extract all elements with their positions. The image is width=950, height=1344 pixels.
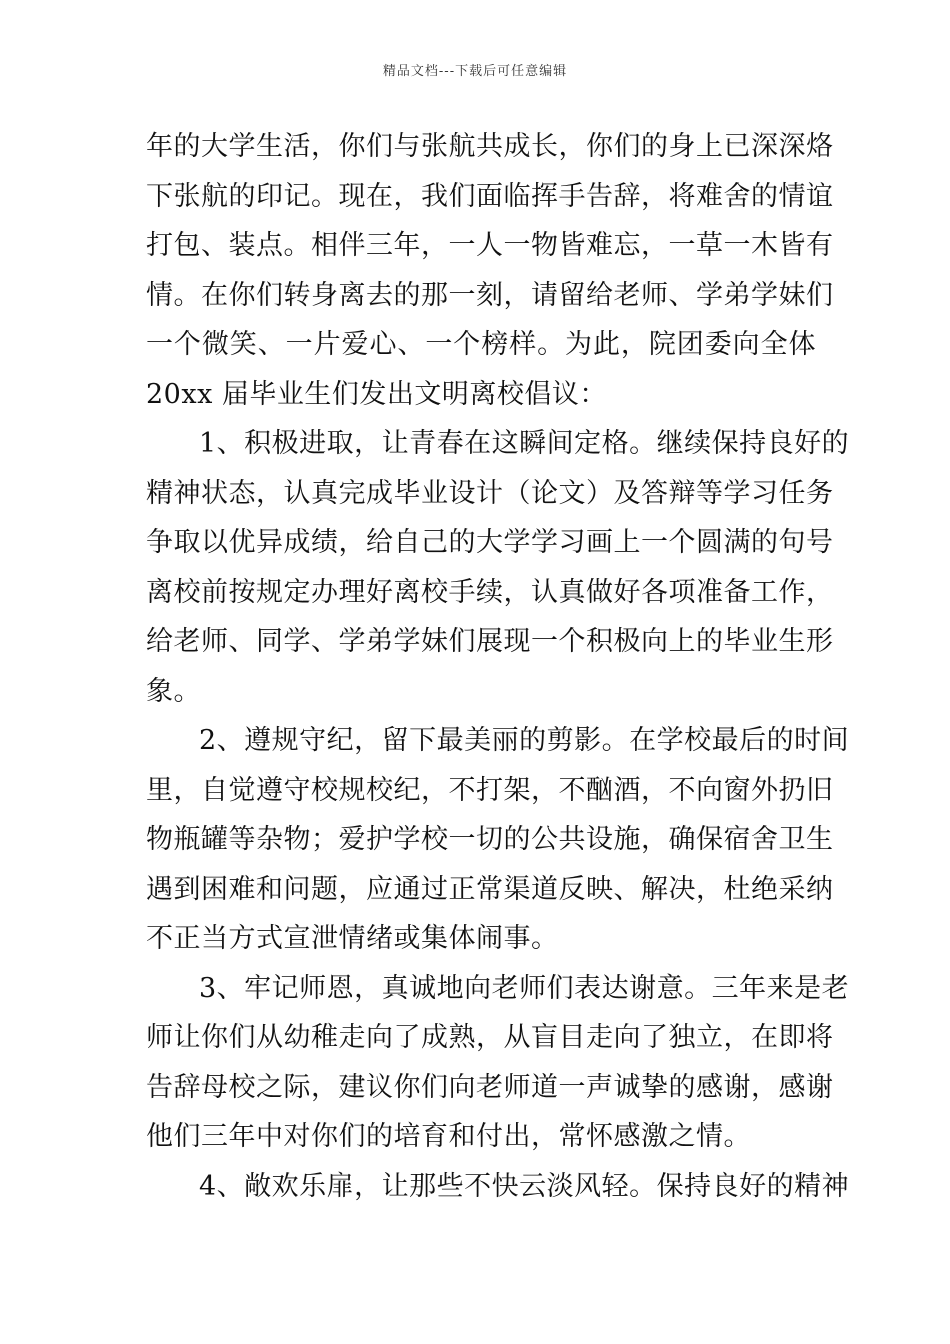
document-body bbox=[146, 122, 850, 1211]
text-line: 精神状态，认真完成毕业设计（论文）及答辩等学习任务 bbox=[146, 477, 834, 509]
text-line: 情。在你们转身离去的那一刻，请留给老师、学弟学妹们 bbox=[146, 279, 834, 311]
paragraph-1-start: 1、积极进取，让青春在这瞬间定格。继续保持良好的 bbox=[199, 428, 850, 459]
text-line: 下张航的印记。现在，我们面临挥手告辞，将难舍的情谊 bbox=[146, 180, 834, 212]
text-line: 不正当方式宣泄情绪或集体闹事。 bbox=[146, 923, 559, 954]
text-line: 里，自觉遵守校规校纪，不打架，不酗酒，不向窗外扔旧 bbox=[146, 774, 834, 806]
text-line: 告辞母校之际，建议你们向老师道一声诚挚的感谢，感谢 bbox=[146, 1071, 834, 1103]
text-line: 象。 bbox=[146, 675, 201, 707]
text-line: 打包、装点。相伴三年，一人一物皆难忘，一草一木皆有 bbox=[146, 230, 834, 261]
paragraph-3-start: 3、牢记师恩，真诚地向老师们表达谢意。三年来是老 bbox=[199, 972, 850, 1004]
page-header: 精品文档---下载后可任意编辑 bbox=[382, 64, 568, 79]
text-line: 物瓶罐等杂物；爱护学校一切的公共设施，确保宿舍卫生 bbox=[146, 824, 834, 855]
paragraph-4-start: 4、敞欢乐扉，让那些不快云淡风轻。保持良好的精神 bbox=[199, 1170, 850, 1202]
text-line: 给老师、同学、学弟学妹们展现一个积极向上的毕业生形 bbox=[146, 626, 834, 657]
paragraph-2-start: 2、遵规守纪，留下最美丽的剪影。在学校最后的时间 bbox=[199, 725, 850, 756]
text-line: 年的大学生活，你们与张航共成长，你们的身上已深深烙 bbox=[146, 131, 834, 162]
text-line: 一个微笑、一片爱心、一个榜样。为此，院团委向全体 bbox=[146, 329, 816, 360]
text-line: 他们三年中对你们的培育和付出，常怀感激之情。 bbox=[146, 1121, 751, 1152]
text-line: 20xx 届毕业生们发出文明离校倡议： bbox=[146, 378, 607, 410]
text-line: 师让你们从幼稚走向了成熟，从盲目走向了独立，在即将 bbox=[146, 1022, 834, 1053]
text-line: 遇到困难和问题，应通过正常渠道反映、解决，杜绝采纳 bbox=[146, 873, 834, 905]
text-line: 离校前按规定办理好离校手续，认真做好各项准备工作， bbox=[146, 576, 834, 608]
text-line: 争取以优异成绩，给自己的大学学习画上一个圆满的句号 bbox=[146, 527, 834, 558]
